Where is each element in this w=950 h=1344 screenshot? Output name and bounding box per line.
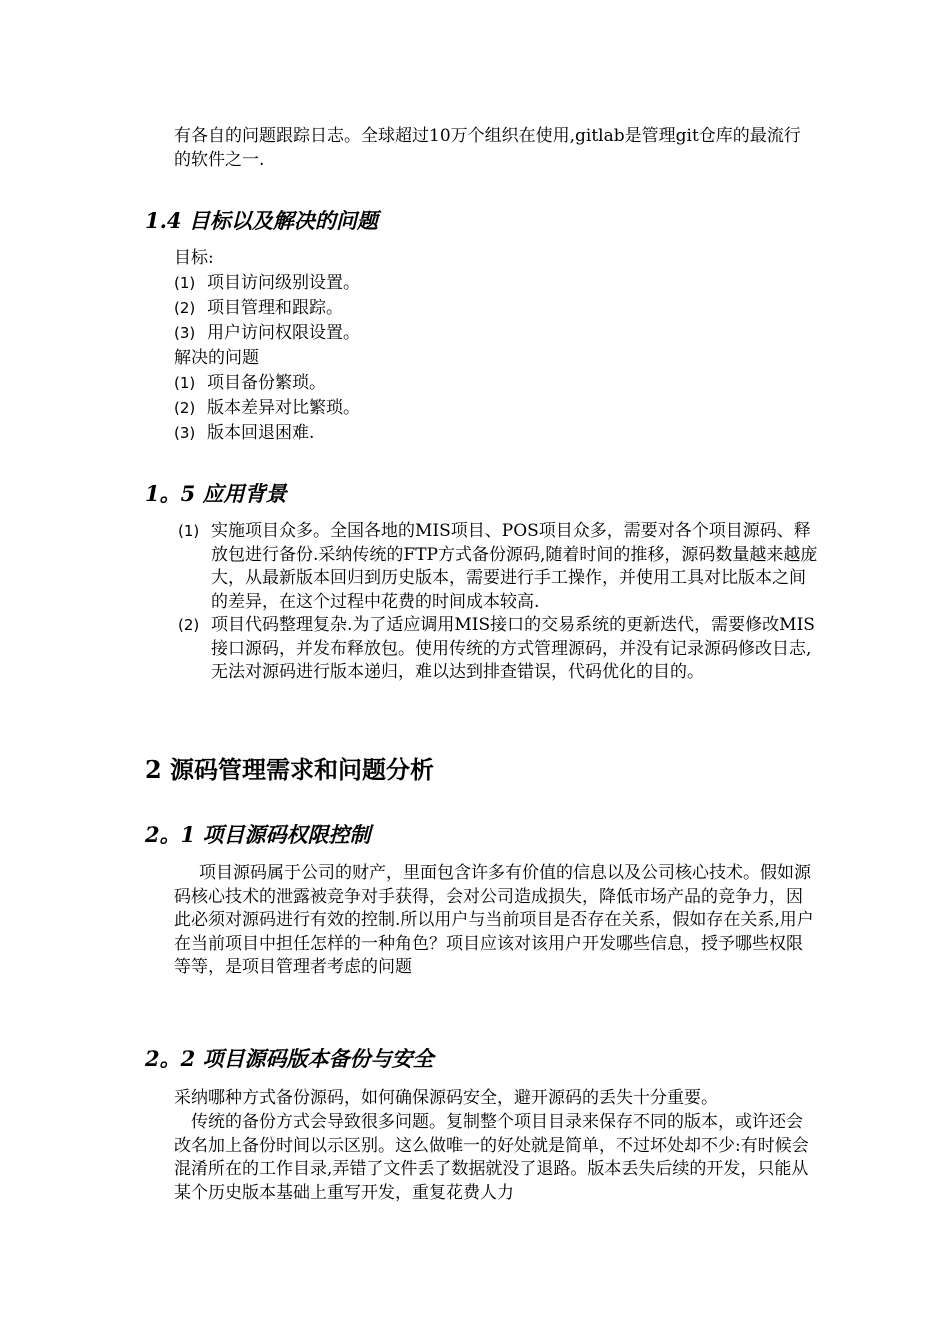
section-heading-1-4: 1.4 目标以及解决的问题 bbox=[145, 208, 378, 233]
section-2-2-paragraph-2: 传统的备份方式会导致很多问题。复制整个项目目录来保存不同的版本，或许还会改名加上备份时间以示区别。这么做唯一的好处就是简单，不过坏处却不少:有时候会混淆所在的工作目录,弄错了文件丢了数据就没了退路。版本丢失后续的开发，只能从某个历史版本基础上重写开发，重复花费人力 bbox=[174, 1112, 809, 1203]
list-item bbox=[174, 321, 360, 346]
section-2-2-paragraph-1: 采纳哪种方式备份源码，如何确保源码安全，避开源码的丢失十分重要。 bbox=[174, 1088, 718, 1108]
list-item bbox=[174, 296, 360, 321]
list-text: 用户访问权限设置。 bbox=[207, 323, 360, 343]
problems-label: 解决的问题 bbox=[174, 348, 259, 368]
background-list bbox=[178, 520, 818, 685]
list-text: 版本回退困难. bbox=[207, 423, 315, 443]
problems-list bbox=[174, 371, 360, 446]
list-item bbox=[174, 271, 360, 296]
section-2-1-paragraph: 项目源码属于公司的财产，里面包含许多有价值的信息以及公司核心技术。假如源码核心技术的泄露被竞争对手获得，会对公司造成损失，降低市场产品的竞争力，因此必须对源码进行有效的控制.所以用户与当前项目是否存在关系，假如存在关系,用户在当前项目中担任怎样的一种角色？项目应该对该用户开发哪些信息，授予哪些权限等等，是项目管理者考虑的问题 bbox=[174, 863, 814, 977]
intro-paragraph: 有各自的问题跟踪日志。全球超过10万个组织在使用,gitlab是管理git仓库的最流行的软件之一. bbox=[174, 126, 801, 170]
list-text: 项目管理和跟踪。 bbox=[207, 298, 343, 318]
goals-label: 目标: bbox=[174, 248, 214, 268]
list-number: (2) bbox=[174, 399, 196, 417]
list-number: (1) bbox=[174, 274, 196, 292]
list-text: 项目备份繁琐。 bbox=[207, 373, 326, 393]
list-item bbox=[174, 396, 360, 421]
list-number: (1) bbox=[178, 522, 200, 540]
list-number: (2) bbox=[178, 616, 200, 634]
list-number: (3) bbox=[174, 324, 196, 342]
list-item bbox=[178, 614, 818, 685]
list-item bbox=[178, 520, 818, 614]
section-heading-2: 2 源码管理需求和问题分析 bbox=[145, 755, 435, 784]
section-heading-1-5: 1。5 应用背景 bbox=[145, 481, 287, 506]
list-item bbox=[174, 421, 360, 446]
list-text: 项目代码整理复杂.为了适应调用MIS接口的交易系统的更新迭代，需要修改MIS接口源码，并发布释放包。使用传统的方式管理源码，并没有记录源码修改日志,无法对源码进行版本递归，难以达到排查错误，代码优化的目的。 bbox=[211, 615, 815, 682]
list-text: 版本差异对比繁琐。 bbox=[207, 398, 360, 418]
list-item bbox=[174, 371, 360, 396]
goals-list bbox=[174, 271, 360, 346]
list-text: 实施项目众多。全国各地的MIS项目、POS项目众多，需要对各个项目源码、释放包进行备份.采纳传统的FTP方式备份源码,随着时间的推移，源码数量越来越庞大，从最新版本回归到历史版本，需要进行手工操作，并使用工具对比版本之间的差异，在这个过程中花费的时间成本较高. bbox=[211, 521, 818, 612]
list-number: (2) bbox=[174, 299, 196, 317]
section-heading-2-2: 2。2 项目源码版本备份与安全 bbox=[145, 1046, 434, 1071]
section-heading-2-1: 2。1 项目源码权限控制 bbox=[145, 822, 371, 847]
list-number: (1) bbox=[174, 374, 196, 392]
list-number: (3) bbox=[174, 424, 196, 442]
list-text: 项目访问级别设置。 bbox=[207, 273, 360, 293]
